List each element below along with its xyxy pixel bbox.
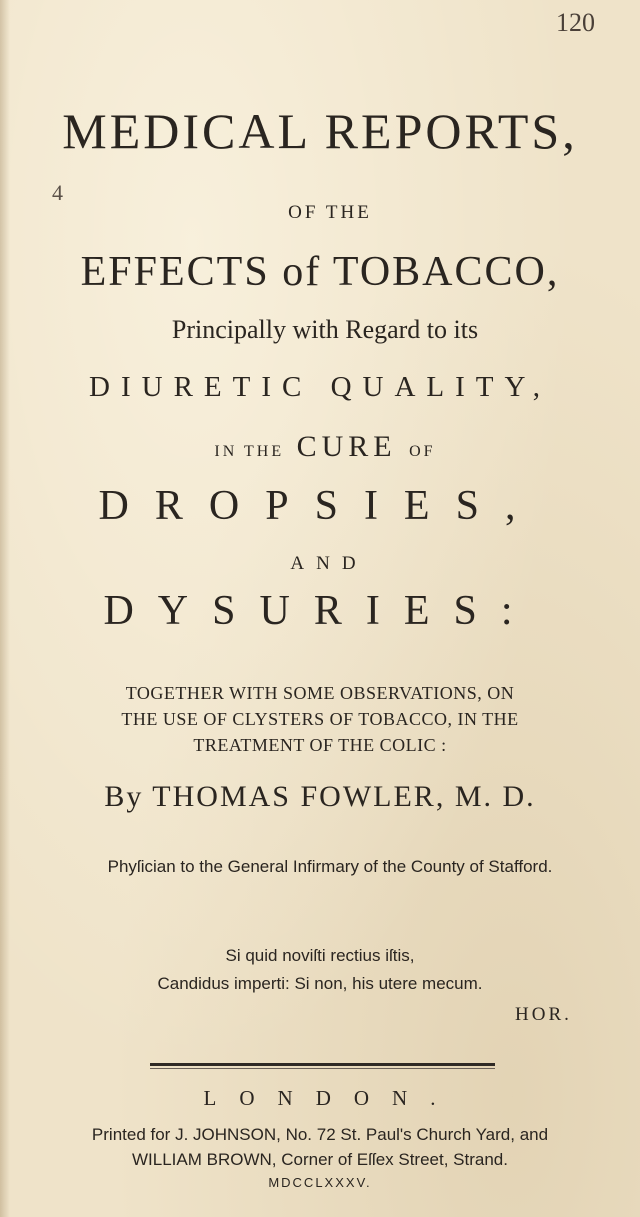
title-line-of-the: OF THE xyxy=(288,202,372,223)
epigraph-attribution: HOR. xyxy=(515,1004,572,1025)
pencil-mark: 4 xyxy=(52,180,63,205)
subtitle-block xyxy=(0,680,640,758)
epigraph xyxy=(0,942,640,998)
cure-prefix: IN THE xyxy=(214,443,285,460)
imprint-line-1: Printed for J. JOHNSON, No. 72 St. Paul's Church Yard, and xyxy=(91,1125,549,1144)
title-line-dysuries: DYSURIES: xyxy=(103,588,537,634)
title-line-in-the-cure-of xyxy=(0,430,640,464)
imprint-line-2: WILLIAM BROWN, Corner of Eſſex Street, Strand. xyxy=(131,1150,508,1169)
title-line-and: AND xyxy=(290,553,368,574)
subtitle-line-2: THE USE OF CLYSTERS OF TOBACCO, IN THE xyxy=(121,709,519,729)
shelfmark: 120 xyxy=(556,8,595,37)
cure-suffix: OF xyxy=(409,443,436,460)
imprint-block xyxy=(0,1122,640,1172)
imprint-rule-thin xyxy=(150,1068,495,1069)
author-position: Phyſician to the General Infirmary of the County of Stafford. xyxy=(107,857,553,876)
subtitle-line-1: TOGETHER WITH SOME OBSERVATIONS, ON xyxy=(125,683,515,703)
title-line-principally: Principally with Regard to its xyxy=(171,315,479,344)
title-line-medical-reports: MEDICAL REPORTS, xyxy=(62,103,578,159)
author-byline: By THOMAS FOWLER, M. D. xyxy=(104,780,536,813)
imprint-rule xyxy=(150,1063,495,1066)
subtitle-line-3: TREATMENT OF THE COLIC : xyxy=(193,735,447,755)
title-line-effects-of-tobacco: EFFECTS of TOBACCO, xyxy=(80,249,560,295)
cure-word: CURE xyxy=(296,430,397,463)
imprint-city: LONDON. xyxy=(203,1086,459,1110)
title-line-dropsies: DROPSIES, xyxy=(98,483,542,529)
epigraph-line-1: Si quid noviſti rectius iſtis, xyxy=(225,946,415,965)
imprint-date: MDCCLXXXV. xyxy=(268,1175,372,1190)
epigraph-line-2: Candidus imperti: Si non, his utere mecum. xyxy=(157,974,483,993)
title-line-diuretic-quality: DIURETIC QUALITY, xyxy=(89,371,551,403)
